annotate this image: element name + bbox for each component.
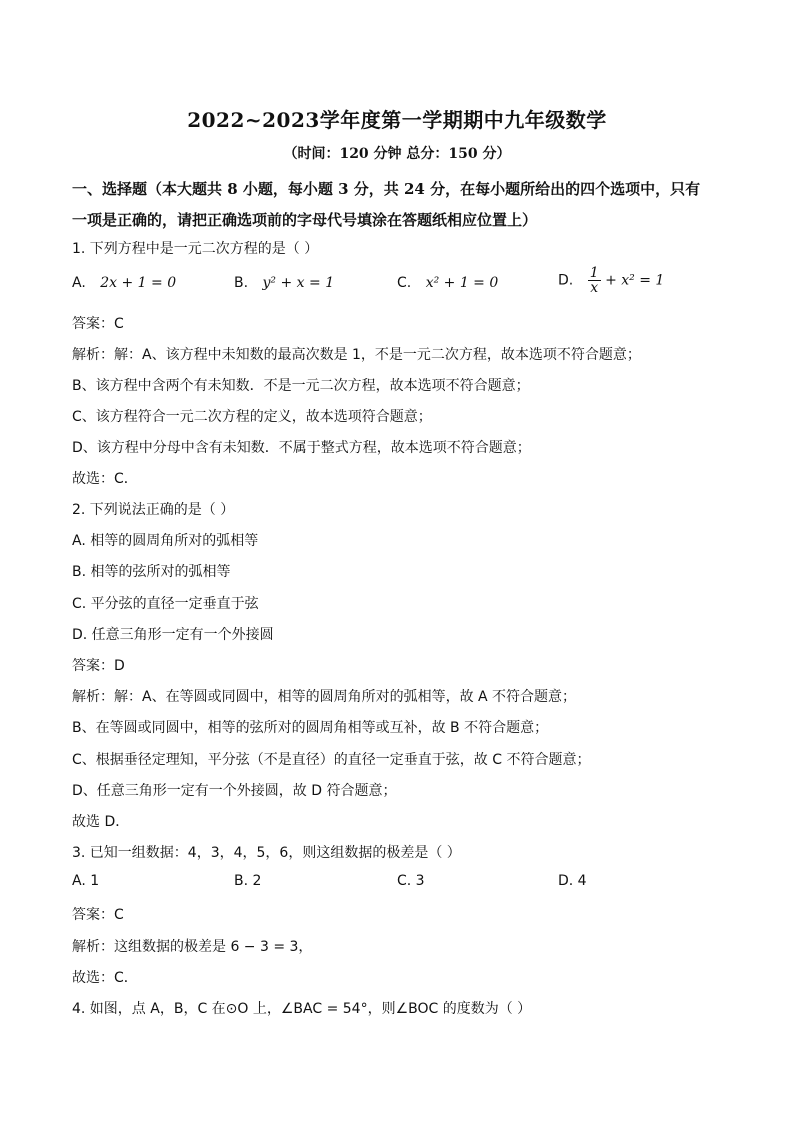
q2-explanation-3: C、根据垂径定理知，平分弦（不是直径）的直径一定垂直于弦，故 C 不符合题意； (72, 752, 591, 768)
q3-option-a: A. 1 (72, 873, 100, 889)
q1-option-d (558, 266, 664, 295)
q1-option-b-expr: y² + x = 1 (262, 275, 335, 291)
exam-subtitle: （时间：120 分钟 总分：150 分） (283, 146, 511, 162)
q1-option-b (234, 275, 334, 291)
q3-stem: 3. 已知一组数据：4，3，4，5，6，则这组数据的极差是（ ） (72, 845, 461, 861)
q1-option-a-expr: 2x + 1 = 0 (100, 275, 177, 291)
q3-option-c: C. 3 (397, 873, 425, 889)
q1-option-a (72, 275, 176, 291)
section-heading-line-1: 一、选择题（本大题共 8 小题，每小题 3 分，共 24 分，在每小题所给出的四个选项中，只有 (72, 180, 701, 198)
q2-stem: 2. 下列说法正确的是（ ） (72, 502, 235, 518)
exam-title: 2022~2023学年度第一学期期中九年级数学 (187, 108, 607, 132)
fraction-denominator: x (590, 280, 599, 296)
q2-explanation-4: D、任意三角形一定有一个外接圆，故 D 符合题意； (72, 783, 397, 799)
q2-conclusion: 故选 D． (72, 814, 130, 830)
q1-answer: 答案：C (72, 316, 124, 332)
q3-answer: 答案：C (72, 907, 124, 923)
section-heading-line-2: 一项是正确的，请把正确选项前的字母代号填涂在答题纸相应位置上） (72, 211, 538, 229)
fraction-numerator: 1 (589, 265, 599, 281)
q2-explanation-2: B、在等圆或同圆中，相等的弦所对的圆周角相等或互补，故 B 不符合题意； (72, 720, 549, 736)
q3-explanation-1: 解析：这组数据的极差是 6 − 3 = 3， (72, 939, 313, 955)
q4-stem: 4. 如图，点 A，B，C 在⊙O 上，∠BAC = 54°，则∠BOC 的度数为（ ） (72, 1001, 532, 1017)
q2-answer: 答案：D (72, 658, 125, 674)
q2-explanation-1: 解析：解：A、在等圆或同圆中，相等的圆周角所对的弧相等，故 A 不符合题意； (72, 689, 577, 705)
q1-option-d-label: D. (558, 272, 574, 289)
q1-conclusion: 故选：C． (72, 471, 138, 487)
q2-option-d: D. 任意三角形一定有一个外接圆 (72, 627, 274, 643)
q2-option-a: A. 相等的圆周角所对的弧相等 (72, 533, 259, 549)
q1-explanation-4: D、该方程中分母中含有未知数．不属于整式方程，故本选项不符合题意； (72, 440, 531, 456)
q1-explanation-2: B、该方程中含两个有未知数．不是一元二次方程，故本选项不符合题意； (72, 378, 530, 394)
q2-option-b: B. 相等的弦所对的弧相等 (72, 564, 231, 580)
q3-option-b: B. 2 (234, 873, 262, 889)
q1-explanation-1: 解析：解：A、该方程中未知数的最高次数是 1，不是一元二次方程，故本选项不符合题意； (72, 347, 641, 363)
q1-option-d-expr: + x² = 1 (605, 272, 665, 289)
q2-option-c: C. 平分弦的直径一定垂直于弦 (72, 596, 259, 612)
q1-option-a-label: A. (72, 275, 86, 291)
q1-option-c (397, 275, 498, 291)
q1-stem: 1. 下列方程中是一元二次方程的是（ ） (72, 241, 319, 257)
q1-option-c-label: C. (397, 275, 412, 291)
q1-option-d-fraction (588, 266, 601, 295)
q1-option-b-label: B. (234, 275, 249, 291)
q1-explanation-3: C、该方程符合一元二次方程的定义，故本选项符合题意； (72, 409, 432, 425)
q3-conclusion: 故选：C． (72, 970, 138, 986)
section-heading (72, 174, 732, 236)
q1-option-c-expr: x² + 1 = 0 (425, 275, 499, 291)
q3-option-d: D. 4 (558, 873, 587, 889)
